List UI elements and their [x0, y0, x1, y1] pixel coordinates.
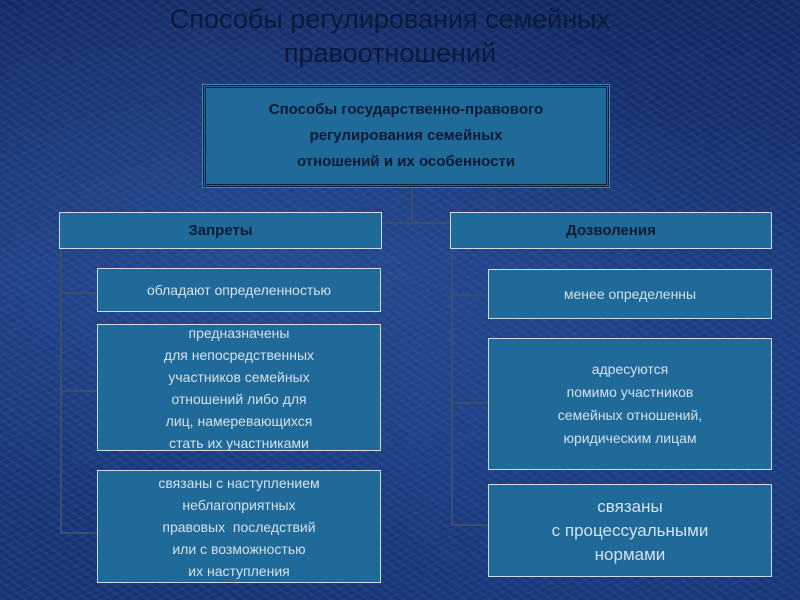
- prohibition-item-1: [97, 268, 381, 312]
- prohibition-item-3-line-4: или с возможностью: [172, 540, 306, 557]
- connector-right-spine: [451, 248, 453, 526]
- permission-item-3-line-3: нормами: [594, 544, 666, 564]
- prohibition-item-2-line-6: стать их участниками: [169, 434, 309, 451]
- prohibition-item-3-line-1: связаны с наступлением: [158, 474, 320, 491]
- connector-horizontal: [381, 222, 451, 224]
- prohibition-item-2: [97, 324, 381, 451]
- prohibition-item-1-line-1: обладают определенностью: [146, 281, 332, 298]
- connector-right-branch-2: [451, 402, 489, 404]
- permissions-header-label: Дозволения: [566, 222, 656, 239]
- permission-item-1-line-1: менее определенны: [563, 285, 697, 302]
- main-box: [203, 85, 609, 187]
- prohibition-item-2-line-2: для непосредственных: [163, 346, 315, 363]
- permissions-header: [450, 212, 772, 249]
- prohibition-item-3: [97, 470, 381, 583]
- connector-right-branch-3: [451, 524, 489, 526]
- main-box-line-3: отношений и их особенности: [296, 153, 516, 170]
- prohibition-item-3-line-5: их наступления: [188, 562, 290, 579]
- permission-item-2-line-3: семейных отношений,: [557, 407, 703, 423]
- permission-item-2: [488, 338, 772, 470]
- prohibitions-header-label: Запреты: [188, 222, 253, 239]
- permission-item-1: [488, 269, 772, 319]
- connector-left-branch-2: [60, 390, 98, 392]
- main-box-line-1: Способы государственно-правового: [268, 101, 544, 118]
- main-box-line-2: регулирования семейных: [309, 127, 503, 144]
- connector-left-branch-3: [60, 532, 98, 534]
- prohibition-item-2-line-3: участников семейных: [168, 368, 310, 385]
- connector-left-branch-1: [60, 292, 98, 294]
- prohibition-item-2-line-5: лиц, намеревающихся: [165, 412, 313, 429]
- permission-item-2-line-1: адресуются: [591, 361, 669, 377]
- slide-title: [0, 2, 780, 70]
- connector-main-down: [411, 187, 413, 223]
- prohibition-item-2-line-1: предназначены: [188, 324, 290, 341]
- slide-title-line-2: правоотношений: [283, 38, 497, 68]
- permission-item-2-line-4: юридическим лицам: [563, 430, 697, 446]
- connector-right-branch-1: [451, 294, 489, 296]
- prohibition-item-3-line-3: правовых последствий: [162, 518, 316, 535]
- prohibition-item-3-line-2: неблагоприятных: [182, 496, 296, 513]
- permission-item-2-line-2: помимо участников: [566, 384, 694, 400]
- prohibition-item-2-line-4: отношений либо для: [171, 390, 307, 407]
- permission-item-3: [488, 484, 772, 577]
- prohibitions-header: [59, 212, 382, 249]
- slide-title-line-1: Способы регулирования семейных: [169, 4, 611, 34]
- permission-item-3-line-2: с процессуальными: [551, 520, 709, 540]
- permission-item-3-line-1: связаны: [597, 496, 663, 516]
